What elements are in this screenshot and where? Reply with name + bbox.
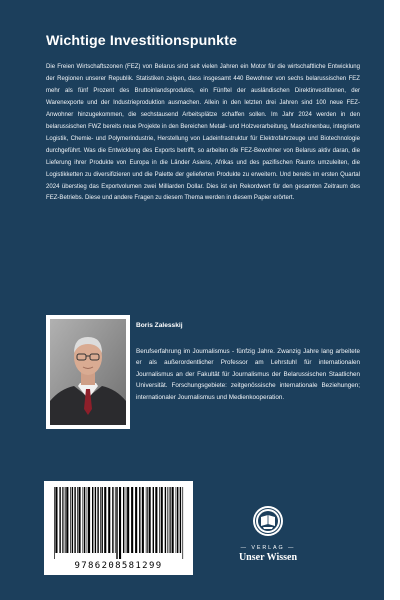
barcode-bar-49	[182, 487, 183, 559]
barcode-bar-29	[127, 487, 129, 553]
barcode-bar-16	[92, 487, 93, 553]
barcode-bar-0	[54, 487, 55, 559]
author-bio: Berufserfahrung im Journalismus - fünfzig Jahre. Zwanzig Jahre lang arbeitete er als außerordentlicher Professor am Lehrstuhl für internationalen Journalismus an der Fakultät für Journalismus der Belarussischen Staatlichen Universität. Forschungsgebiete: zeitgenössische internationale Beziehungen; internationaler Journalismus und Medienkooperation.	[136, 348, 360, 401]
barcode-bar-9	[74, 487, 75, 553]
barcode-bar-47	[177, 487, 178, 553]
barcode-bar-13	[84, 487, 85, 553]
barcode-bar-48	[180, 487, 181, 553]
barcode-bar-41	[165, 487, 166, 553]
barcode-bar-3	[62, 487, 63, 553]
author-name: Boris Zalesskij	[136, 322, 183, 329]
author-portrait-image	[50, 319, 126, 425]
barcode-bar-35	[147, 487, 148, 553]
barcode-bar-6	[66, 487, 68, 553]
barcode-bar-34	[146, 487, 147, 553]
barcode-bar-30	[131, 487, 133, 553]
barcode-bar-11	[79, 487, 81, 553]
barcode-bar-38	[155, 487, 157, 553]
book-description: Die Freien Wirtschaftszonen (FEZ) von Belarus sind seit vielen Jahren ein Motor für die wirtschaftliche Entwicklung der Regionen unserer Republik. Statistiken zeigen, dass insgesamt 440 Bewohner von sechs belarussischen FEZ mehr als fünf Prozent des Bruttoinlandsprodukts, ein Fünftel der ausländischen Direktinvestitionen, der Warenexporte und der Industrieproduktion ausmachen. Allein in den letzten drei Jahren sind 100 neue FEZ-Anwohner hinzugekommen, die sechstausend Arbeitsplätze schaffen sollen. Im Jahr 2024 werden in den belarussischen FWZ bereits neue Projekte in den Bereichen Metall- und Holzverarbeitung, Maschinenbau, integrierte Logistik, Chemie- und Polymerindustrie, Herstellung von Ladeinfrastruktur für Elektrofahrzeuge und Biotechnologie durchgeführt. Was die Entwicklung des Exports betrifft, so arbeiten die FEZ-Bewohner von Belarus aktiv daran, die Lieferung ihrer Produkte von Europa in die Länder Asiens, Afrikas und des pazifischen Raums umzuleiten, die Logistikketten zu diversifizieren und die Palette der gelieferten Produkte zu erweitern. Und bereits im ersten Quartal 2024 überstieg das Exportvolumen zwei Milliarden Dollar. Dies ist ein Rekordwert für den gesamten Zeitraum des FEZ-Betriebs. Diese und andere Fragen zu diesem Thema werden in diesem Papier erörtert.	[46, 64, 360, 202]
barcode-bar-31	[135, 487, 137, 553]
author-photo-frame	[46, 315, 130, 429]
barcode-bar-42	[167, 487, 168, 553]
barcode-bar-5	[65, 487, 66, 553]
barcode-bar-24	[115, 487, 116, 553]
publisher-name: Unser Wissen	[238, 552, 298, 563]
barcode-bar-46	[176, 487, 177, 553]
barcode-bar-12	[83, 487, 84, 553]
barcode-bar-17	[95, 487, 96, 553]
barcode-bar-1	[55, 487, 57, 553]
barcode-bar-18	[97, 487, 98, 553]
barcode-bar-4	[64, 487, 65, 553]
barcode-bar-32	[139, 487, 140, 553]
barcode-bar-22	[108, 487, 110, 553]
publisher-kicker-label: VERLAG	[251, 545, 285, 551]
barcode-bar-28	[126, 487, 127, 553]
barcode-bar-26	[119, 487, 121, 559]
barcode-bar-14	[87, 487, 88, 553]
barcode-bar-23	[112, 487, 113, 553]
kicker-rule-right: —	[288, 545, 296, 551]
isbn-barcode	[44, 481, 193, 575]
barcode-bar-40	[161, 487, 163, 553]
barcode-bars	[52, 487, 185, 559]
barcode-bar-37	[153, 487, 154, 553]
barcode-bar-43	[169, 487, 170, 553]
cover-title: Wichtige Investitionspunkte	[46, 33, 237, 49]
publisher-block	[226, 505, 310, 563]
barcode-bar-33	[142, 487, 144, 553]
isbn-number: 9786208581299	[74, 561, 163, 571]
barcode-bar-36	[149, 487, 151, 553]
barcode-bar-21	[104, 487, 106, 553]
barcode-bar-44	[170, 487, 171, 553]
barcode-bar-15	[88, 487, 90, 553]
barcode-bar-27	[123, 487, 124, 553]
barcode-bar-2	[59, 487, 60, 553]
barcode-bar-8	[72, 487, 73, 553]
publisher-logo-icon	[252, 505, 284, 537]
barcode-bar-19	[100, 487, 101, 553]
page-edge	[384, 0, 392, 600]
barcode-bar-20	[102, 487, 103, 553]
barcode-bar-25	[116, 487, 117, 559]
barcode-bar-45	[172, 487, 174, 553]
publisher-kicker	[226, 545, 310, 551]
kicker-rule-left: —	[240, 545, 248, 551]
author-photo	[50, 319, 126, 425]
barcode-bar-10	[77, 487, 78, 553]
barcode-bar-39	[159, 487, 160, 553]
barcode-bar-7	[70, 487, 71, 553]
